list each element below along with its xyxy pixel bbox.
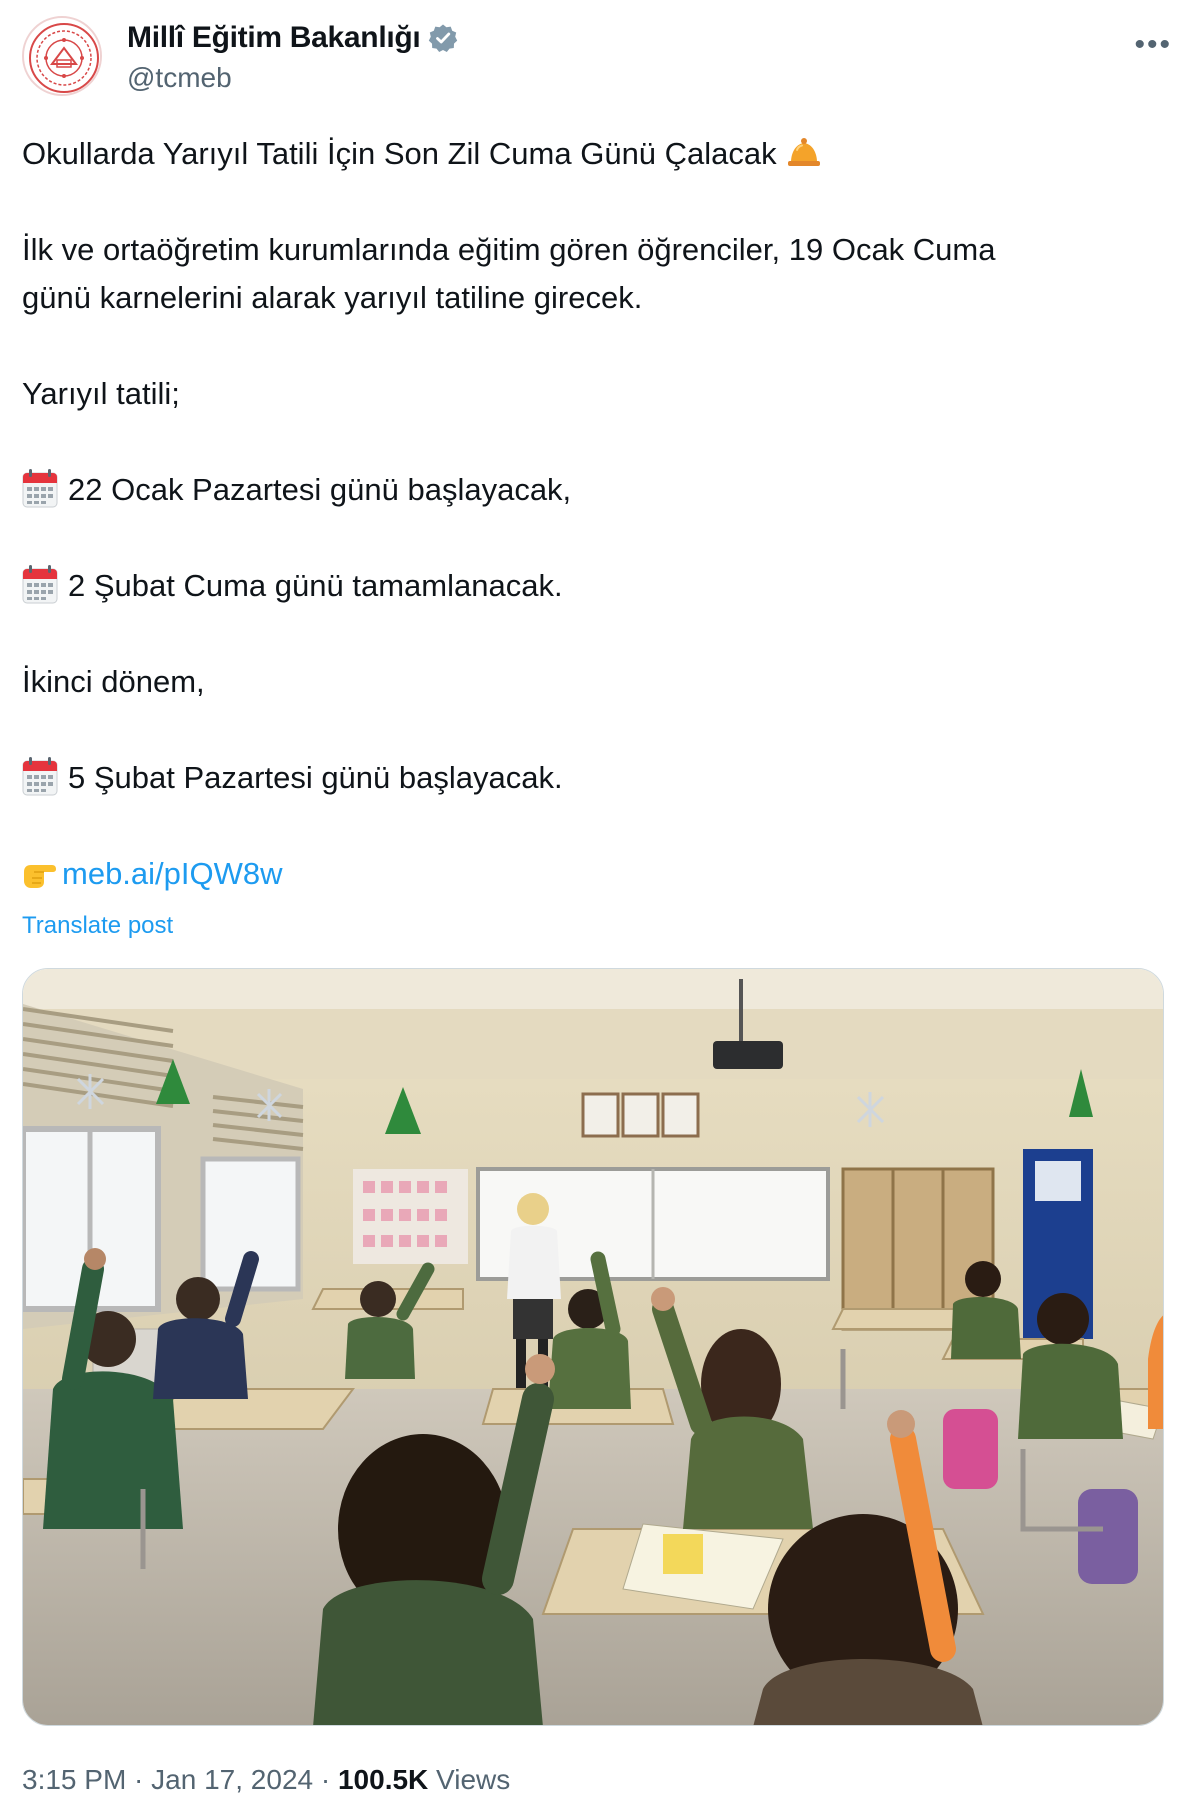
post-body — [22, 130, 1172, 898]
second-term-heading: İkinci dönem, — [22, 664, 205, 699]
calendar-icon — [22, 756, 58, 796]
more-options-icon[interactable]: ••• — [1134, 28, 1172, 61]
pointing-hand-icon — [22, 856, 62, 890]
post-media[interactable] — [22, 968, 1164, 1726]
post-paragraph-line1: İlk ve ortaöğretim kurumlarında eğitim gören öğrenciler, 19 Ocak Cuma — [22, 232, 996, 267]
holiday-start: 22 Ocak Pazartesi günü başlayacak, — [68, 472, 572, 507]
holiday-heading: Yarıyıl tatili; — [22, 376, 180, 411]
classroom-photo — [23, 969, 1164, 1726]
translate-post-link[interactable]: Translate post — [22, 912, 174, 939]
display-name-row — [127, 20, 458, 56]
post-title: Okullarda Yarıyıl Tatili İçin Son Zil Cuma Günü Çalacak — [22, 136, 777, 171]
post-time[interactable]: 3:15 PM — [22, 1764, 127, 1795]
second-term-start-line — [22, 754, 1172, 802]
display-name[interactable]: Millî Eğitim Bakanlığı — [127, 21, 421, 54]
post-link[interactable]: meb.ai/pIQW8w — [62, 856, 283, 891]
author-handle[interactable]: @tcmeb — [127, 62, 232, 93]
post-meta — [22, 1764, 510, 1796]
holiday-end: 2 Şubat Cuma günü tamamlanacak. — [68, 568, 563, 603]
holiday-end-line — [22, 562, 1172, 610]
verified-badge-icon[interactable] — [428, 23, 458, 53]
bell-icon — [785, 134, 823, 170]
calendar-icon — [22, 564, 58, 604]
author-names — [127, 20, 458, 94]
avatar[interactable] — [22, 16, 102, 96]
ministry-seal-icon — [24, 18, 102, 96]
post-paragraph-line2: günü karnelerini alarak yarıyıl tatiline girecek. — [22, 280, 643, 315]
post-title-line — [22, 130, 1172, 178]
calendar-icon — [22, 468, 58, 508]
link-line — [22, 850, 1172, 898]
views-label: Views — [428, 1764, 511, 1795]
second-term-start: 5 Şubat Pazartesi günü başlayacak. — [68, 760, 563, 795]
meta-separator: · — [126, 1764, 152, 1795]
views-count[interactable]: 100.5K — [337, 1764, 429, 1795]
holiday-start-line — [22, 466, 1172, 514]
post-header — [22, 16, 1178, 100]
meta-separator: · — [313, 1764, 338, 1795]
post-date[interactable]: Jan 17, 2024 — [151, 1764, 314, 1795]
